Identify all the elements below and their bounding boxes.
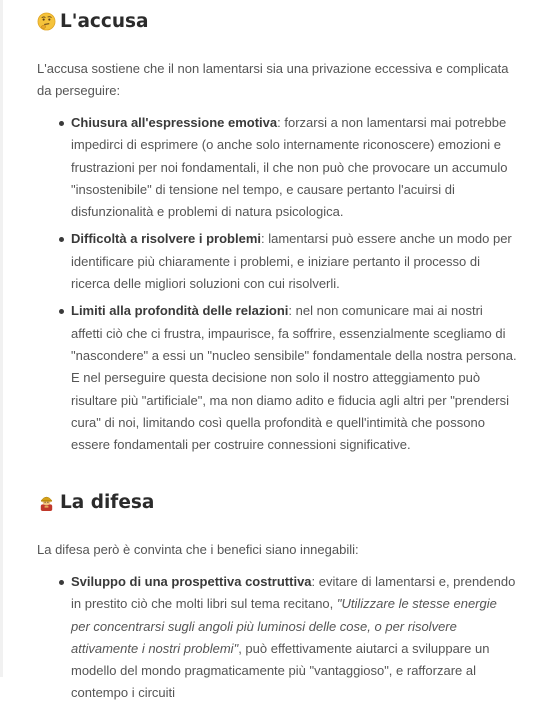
list-item — [37, 571, 517, 705]
item-text: : forzarsi a non lamentarsi mai potrebbe impedirci di esprimere (o anche solo internamente riconoscere) emozioni e frustrazioni per noi fondamentali, il che non può che provocare un accumulo "insostenibile" di tensione nel tempo, e causare pertanto l'acuirsi di disfunzionalità e problemi di natura psicologica. — [71, 115, 508, 220]
section-intro: L'accusa sostiene che il non lamentarsi sia una privazione eccessiva e complicata da perseguire: — [37, 61, 509, 98]
thinking-face-icon — [37, 12, 56, 31]
bullet-icon — [59, 580, 64, 585]
list-item — [37, 300, 517, 456]
difesa-list — [37, 571, 517, 705]
item-text: : lamentarsi può essere anche un modo per identificare più chiaramente i problemi, e iniziare pertanto il processo di ricerca delle migliori soluzioni con cui risolverli. — [71, 231, 512, 292]
bullet-icon — [59, 237, 64, 242]
item-text: : evitare di lamentarsi e, prendendo in prestito ciò che molti libri sul tema recitano, — [71, 574, 516, 612]
list-item — [37, 112, 517, 223]
item-text: : nel non comunicare mai ai nostri affetti ciò che ci frustra, impaurisce, fa soffrire, essenzialmente scegliamo di "nascondere" a essi un "nucleo sensibile" fondamentale della nostra persona. E nel perseguire questa decisione non solo il nostro atteggiamento può risultare più "artificiale", ma non diamo adito e fiducia agli altri per "prendersi cura" di noi, limitando così quella profondità e quell'intimità che possono essere fondamentali per costruire connessioni significative. — [71, 303, 517, 453]
section-intro: La difesa però è convinta che i benefici siano innegabili: — [37, 542, 359, 557]
section-heading-accusa — [37, 6, 149, 36]
item-term: Sviluppo di una prospettiva costruttiva — [71, 574, 312, 589]
guard-icon — [37, 493, 56, 512]
section-title: L'accusa — [60, 10, 149, 32]
list-item — [37, 228, 517, 295]
accusa-list — [37, 112, 517, 456]
left-border — [0, 0, 3, 677]
item-term: Chiusura all'espressione emotiva — [71, 115, 278, 130]
item-text: , può effettivamente aiutarci a sviluppare un modello del mondo pragmaticamente più "vantaggioso", e rafforzare al contempo i circuiti — [71, 640, 490, 701]
item-term: Difficoltà a risolvere i problemi — [71, 231, 261, 247]
section-title: La difesa — [60, 491, 155, 513]
bullet-icon — [59, 121, 64, 126]
bullet-icon — [59, 309, 64, 314]
item-quote: "Utilizzare le stesse energie per concentrarsi sugli angoli più luminosi delle cose, o per risolvere attivamente i nostri problemi" — [71, 596, 497, 656]
item-term: Limiti alla profondità delle relazioni — [71, 303, 289, 319]
section-heading-difesa — [37, 487, 154, 517]
